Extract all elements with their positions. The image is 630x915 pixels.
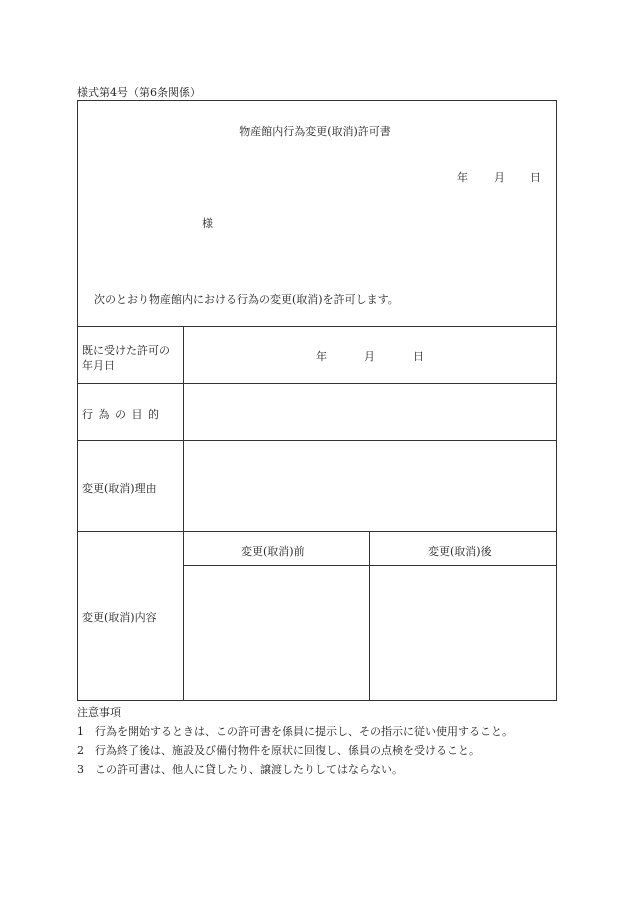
issue-date-day: 日 (530, 171, 541, 184)
reason-field[interactable] (184, 441, 556, 531)
prior-permit-label-line2: 年月日 (82, 359, 115, 372)
prior-permit-label-line1: 既に受けた許可の (82, 344, 170, 357)
divider-row3 (77, 531, 557, 532)
addressee-field[interactable] (84, 205, 284, 235)
prior-permit-month: 月 (364, 350, 375, 363)
permission-statement: 次のとおり物産館内における行為の変更(取消)を許可します。 (94, 293, 399, 306)
note-item-1: 1 行為を開始するときは、この許可書を係員に提示し、その指示に従い使用すること。 (77, 725, 513, 738)
notes-heading: 注意事項 (77, 706, 121, 719)
purpose-field[interactable] (184, 384, 556, 440)
issue-date-year: 年 (457, 171, 468, 184)
content-after-field[interactable] (370, 566, 556, 700)
content-after-header: 変更(取消)後 (428, 545, 492, 558)
note-item-3: 3 この許可書は、他人に貸したり、譲渡したりしてはならない。 (77, 763, 403, 776)
content-before-field[interactable] (184, 566, 368, 700)
content-label: 変更(取消)内容 (82, 611, 157, 624)
document-title: 物産館内行為変更(取消)許可書 (239, 125, 391, 138)
form-number: 様式第4号（第6条関係） (77, 86, 201, 99)
prior-permit-day: 日 (413, 350, 424, 363)
purpose-label: 行 為 の 目 的 (82, 408, 160, 421)
issue-date-month: 月 (494, 171, 505, 184)
reason-label: 変更(取消)理由 (82, 482, 157, 495)
addressee-suffix: 様 (202, 217, 213, 230)
content-before-header: 変更(取消)前 (241, 545, 305, 558)
prior-permit-year: 年 (316, 350, 327, 363)
note-item-2: 2 行為終了後は、施設及び備付物件を原状に回復し、係員の点検を受けること。 (77, 744, 480, 757)
